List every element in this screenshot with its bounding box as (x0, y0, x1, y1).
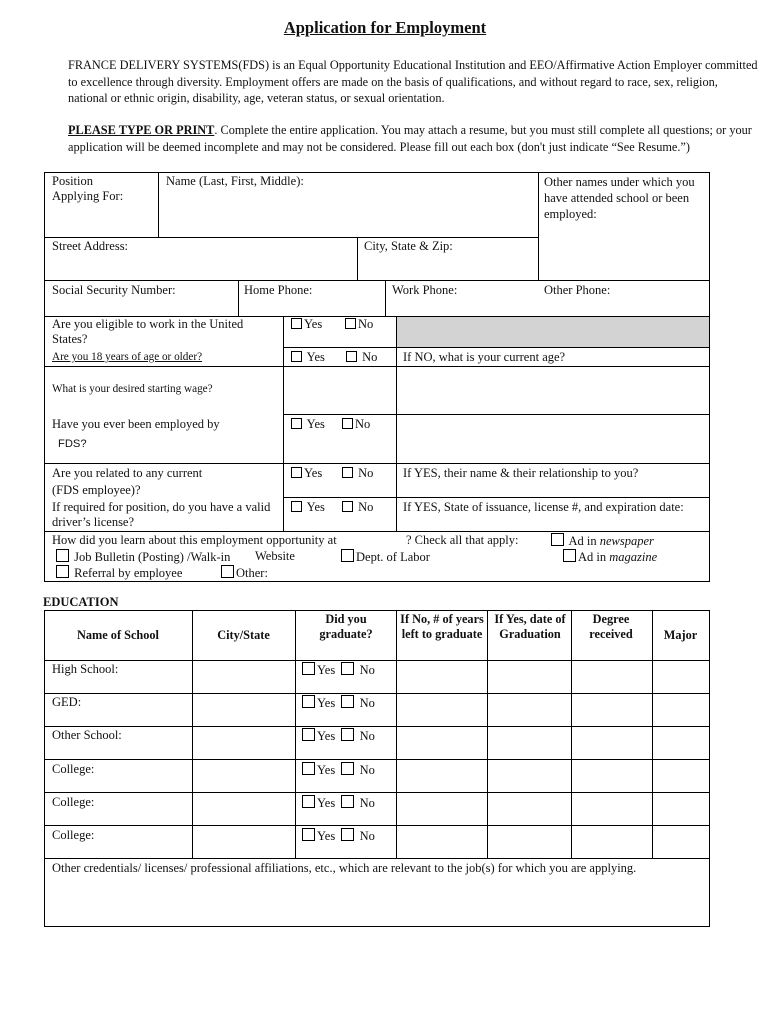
age-yes[interactable]: Yes (291, 350, 325, 365)
check-all-label: ? Check all that apply: (406, 533, 519, 547)
other-credentials-label: Other credentials/ licenses/ professional affiliations, etc., which are relevant to the job(s) for which you are applying. (52, 861, 637, 875)
col-degree: Degree received (589, 612, 633, 641)
edu-row-label: High School: (52, 662, 119, 676)
edu-row-label: College: (52, 795, 95, 809)
license-question: If required for position, do you have a valid driver’s license? (52, 500, 271, 529)
col-graduated: Did you graduate? (319, 612, 373, 641)
other-names-label: Other names under which you have attended school or been employed: (544, 175, 695, 221)
checkbox[interactable] (342, 418, 353, 429)
edu-graduated-choice[interactable]: Yes No (302, 695, 375, 711)
checkbox[interactable] (341, 728, 354, 741)
page-title: Application for Employment (283, 18, 487, 37)
checkbox[interactable] (291, 418, 302, 429)
col-name-of-school: Name of School (77, 628, 159, 642)
job-bulletin-option[interactable]: Job Bulletin (Posting) /Walk-in (56, 549, 230, 565)
checkbox[interactable] (302, 695, 315, 708)
employed-no[interactable]: No (342, 417, 370, 432)
dept-labor-option[interactable]: Dept. of Labor (341, 549, 430, 565)
wage-question: What is your desired starting wage? (52, 383, 213, 395)
checkbox[interactable] (341, 549, 354, 562)
related-question: Are you related to any current (52, 466, 203, 480)
checkbox[interactable] (341, 795, 354, 808)
intro-paragraph: FRANCE DELIVERY SYSTEMS(FDS) is an Equal Opportunity Educational Institution and EEO/Affirmative Action Employer committed to excellence through diversity. Employment offers are made on the basis of qualifications, and without regard to race, sex, religion, national or ethnic origin, disability, age, veteran status, or sexual orientation. (68, 58, 758, 105)
edu-row-label: College: (52, 828, 95, 842)
checkbox[interactable] (346, 351, 357, 362)
related-followup: If YES, their name & their relationship to you? (403, 466, 639, 480)
eligible-yes[interactable]: Yes (291, 317, 322, 332)
other-option[interactable]: Other: (221, 565, 268, 581)
related-yes[interactable]: Yes (291, 466, 322, 481)
checkbox[interactable] (341, 695, 354, 708)
edu-row-label: College: (52, 762, 95, 776)
checkbox[interactable] (342, 467, 353, 478)
education-heading: EDUCATION (43, 595, 119, 609)
position-applying-label: Position Applying For: (52, 174, 124, 203)
col-major: Major (663, 628, 698, 642)
instructions-lead: PLEASE TYPE OR PRINT (68, 123, 215, 137)
checkbox[interactable] (291, 467, 302, 478)
eligible-question: Are you eligible to work in the United States? (52, 317, 244, 346)
checkbox[interactable] (341, 828, 354, 841)
checkbox[interactable] (56, 565, 69, 578)
ad-newspaper-option[interactable]: Ad in newspaper (551, 533, 654, 549)
edu-graduated-choice[interactable]: Yes No (302, 795, 375, 811)
learn-question: How did you learn about this employment opportunity at (52, 533, 337, 547)
license-yes[interactable]: Yes (291, 500, 325, 515)
checkbox[interactable] (291, 318, 302, 329)
ad-magazine-option[interactable]: Ad in magazine (563, 549, 657, 565)
age-question: Are you 18 years of age or older? (52, 351, 203, 363)
checkbox[interactable] (302, 662, 315, 675)
checkbox[interactable] (341, 762, 354, 775)
other-phone-label: Other Phone: (544, 283, 611, 297)
checkbox[interactable] (291, 501, 302, 512)
license-followup: If YES, State of issuance, license #, and expiration date: (403, 500, 684, 514)
edu-graduated-choice[interactable]: Yes No (302, 728, 375, 744)
checkbox[interactable] (563, 549, 576, 562)
checkbox[interactable] (56, 549, 69, 562)
col-city-state: City/State (217, 628, 270, 642)
checkbox[interactable] (221, 565, 234, 578)
related-no[interactable]: No (342, 466, 373, 481)
employed-yes[interactable]: Yes (291, 417, 325, 432)
instructions-text: . Complete the entire application. You may attach a resume, but you must still complete all questions; or your application will be deemed incomplete and may not be considered. Please fill out each box (don't just indicate “See Resume.”) (68, 123, 752, 154)
name-label: Name (Last, First, Middle): (166, 174, 304, 188)
edu-row-label: GED: (52, 695, 82, 709)
age-no[interactable]: No (346, 350, 377, 365)
home-phone-label: Home Phone: (244, 283, 313, 297)
referral-option[interactable]: Referral by employee (56, 565, 182, 581)
work-phone-label: Work Phone: (392, 283, 458, 297)
col-grad-date: If Yes, date of Graduation (494, 612, 566, 641)
age-followup: If NO, what is your current age? (403, 350, 566, 364)
checkbox[interactable] (302, 795, 315, 808)
edu-graduated-choice[interactable]: Yes No (302, 762, 375, 778)
checkbox[interactable] (291, 351, 302, 362)
checkbox[interactable] (302, 828, 315, 841)
checkbox[interactable] (302, 728, 315, 741)
employed-question-fds: FDS? (58, 438, 87, 450)
edu-graduated-choice[interactable]: Yes No (302, 662, 375, 678)
checkbox[interactable] (551, 533, 564, 546)
website-option[interactable]: Website (255, 549, 295, 563)
checkbox[interactable] (341, 662, 354, 675)
employed-question: Have you ever been employed by (52, 417, 220, 431)
edu-graduated-choice[interactable]: Yes No (302, 828, 375, 844)
ssn-label: Social Security Number: (52, 283, 176, 297)
street-address-label: Street Address: (52, 239, 129, 253)
eligible-no[interactable]: No (345, 317, 373, 332)
related-question-2: (FDS employee)? (52, 483, 141, 497)
city-state-zip-label: City, State & Zip: (364, 239, 453, 253)
checkbox[interactable] (345, 318, 356, 329)
col-years-left: If No, # of years left to graduate (400, 612, 484, 641)
checkbox[interactable] (342, 501, 353, 512)
edu-row-label: Other School: (52, 728, 122, 742)
checkbox[interactable] (302, 762, 315, 775)
instructions-paragraph (68, 122, 758, 155)
license-no[interactable]: No (342, 500, 373, 515)
